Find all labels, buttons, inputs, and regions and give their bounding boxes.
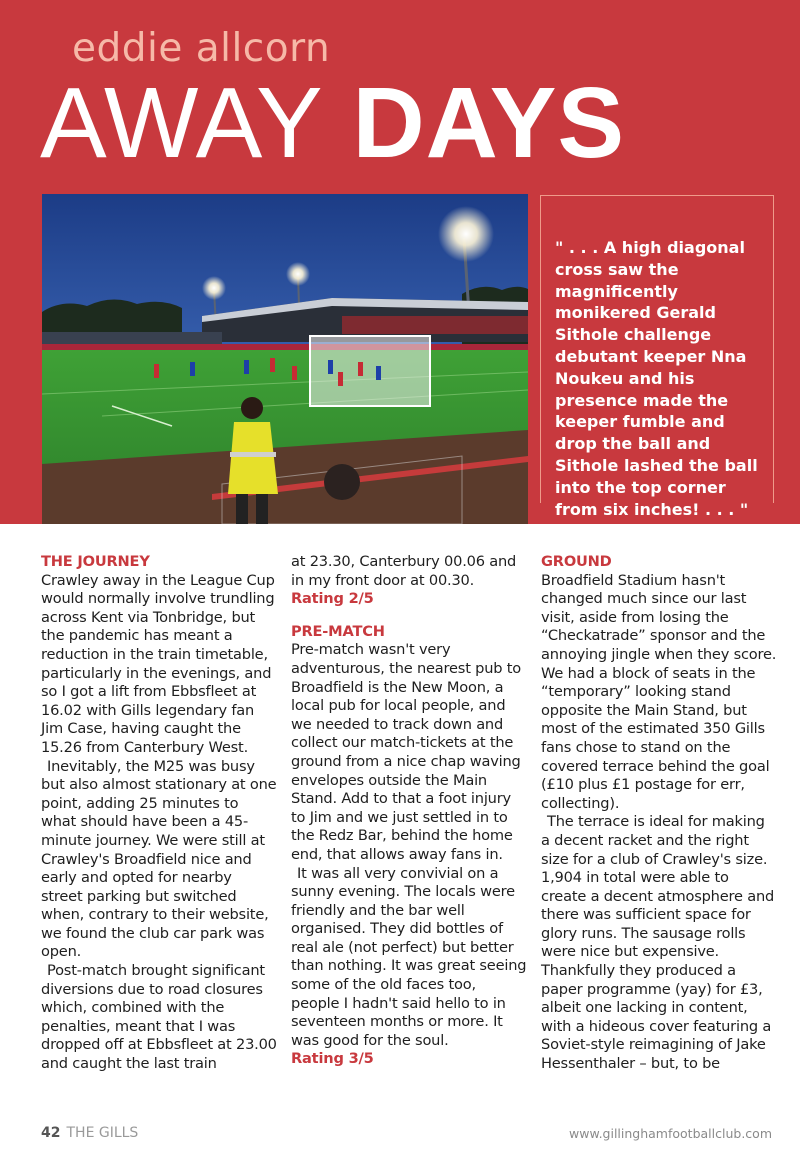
footer-magazine [41,1125,138,1141]
ground-paragraph-1: Broadfield Stadium hasn't changed much since our last visit, aside from losing the “Checkatrade” sponsor and the annoying jingle when they score. We had a block of seats in the “temporary” looking stand opposite the Main Stand, but most of the estimated 350 Gills fans chose to stand on the covered terrace behind the goal (£10 plus £1 postage for err, collecting). [541,571,777,812]
ground-paragraph-2: The terrace is ideal for making a decent racket and the right size for a club of Crawley's size. 1,904 in total were able to create a decent atmosphere and there was sufficient space for glory runs. The sausage rolls were nice but expensive. Thankfully they produced a paper programme (yay) for £3, albeit one lacking in content, with a hideous cover featuring a Soviet-style reimagining of Jake Hessenthaler – but, to be [541,813,775,1073]
footer-website: www.gillinghamfootballclub.com [569,1126,772,1141]
title-word-days: DAYS [352,67,626,179]
heading-ground: GROUND [541,553,612,570]
journey-paragraph-2: Inevitably, the M25 was busy but also almost stationary at one point, adding 25 minutes to what should have been a 45-minute journey. We were still at Crawley's Broadfield nice and early and opted for nearby street parking but switched when, contrary to their website, we found the club car park was open. [41,757,277,961]
column-journey [41,553,277,1074]
stadium-photo [42,194,528,524]
pull-quote: " . . . A high diagonal cross saw the magnificently monikered Gerald Sithole challenge debutant keeper Nna Noukeu and his presence made the keeper fumble and drop the ball and Sithole lashed the ball into the top corner from six inches! . . . " [555,238,758,519]
author-name: eddie allcorn [72,26,331,71]
column-middle [291,553,527,1069]
heading-the-journey: THE JOURNEY [41,553,150,570]
magazine-name: THE GILLS [66,1125,139,1141]
prematch-paragraph-2: It was all very convivial on a sunny evening. The locals were friendly and the bar well organised. They did bottles of real ale (not perfect) but better than nothing. It was great seeing some of the old faces too, people I hadn't said hello to in seventeen months or more. It was good for the soul. [291,864,527,1049]
column-ground [541,553,777,1074]
heading-pre-match: PRE-MATCH [291,622,385,640]
page-title [40,68,625,178]
journey-paragraph-3: Post-match brought significant diversions due to road closures which, combined with the penalties, meant that I was dropped off at Ebbsfleet at 23.00 and caught the last train [41,962,277,1073]
page-number: 42 [41,1125,61,1141]
journey-paragraph-1: Crawley away in the League Cup would normally involve trundling across Kent via Tonbridge, but the pandemic has meant a reduction in the train timetable, particularly in the evenings, and so I got a lift from Ebbsfleet at 16.02 with Gills legendary fan Jim Case, having caught the 15.26 from Canterbury West. [41,571,275,756]
prematch-rating: Rating 3/5 [291,1050,374,1068]
journey-rating: Rating 2/5 [291,590,374,608]
title-word-away: AWAY [40,67,324,179]
prematch-paragraph-1: Pre-match wasn't very adventurous, the nearest pub to Broadfield is the New Moon, a local pub for local people, and we needed to track down and collect our match-tickets at the ground from a nice chap waving envelopes outside the Main Stand. Add to that a foot injury to Jim and we just settled in to the Redz Bar, behind the home end, that allows away fans in. [291,641,522,863]
journey-continuation: at 23.30, Canterbury 00.06 and in my front door at 00.30. [291,553,517,589]
